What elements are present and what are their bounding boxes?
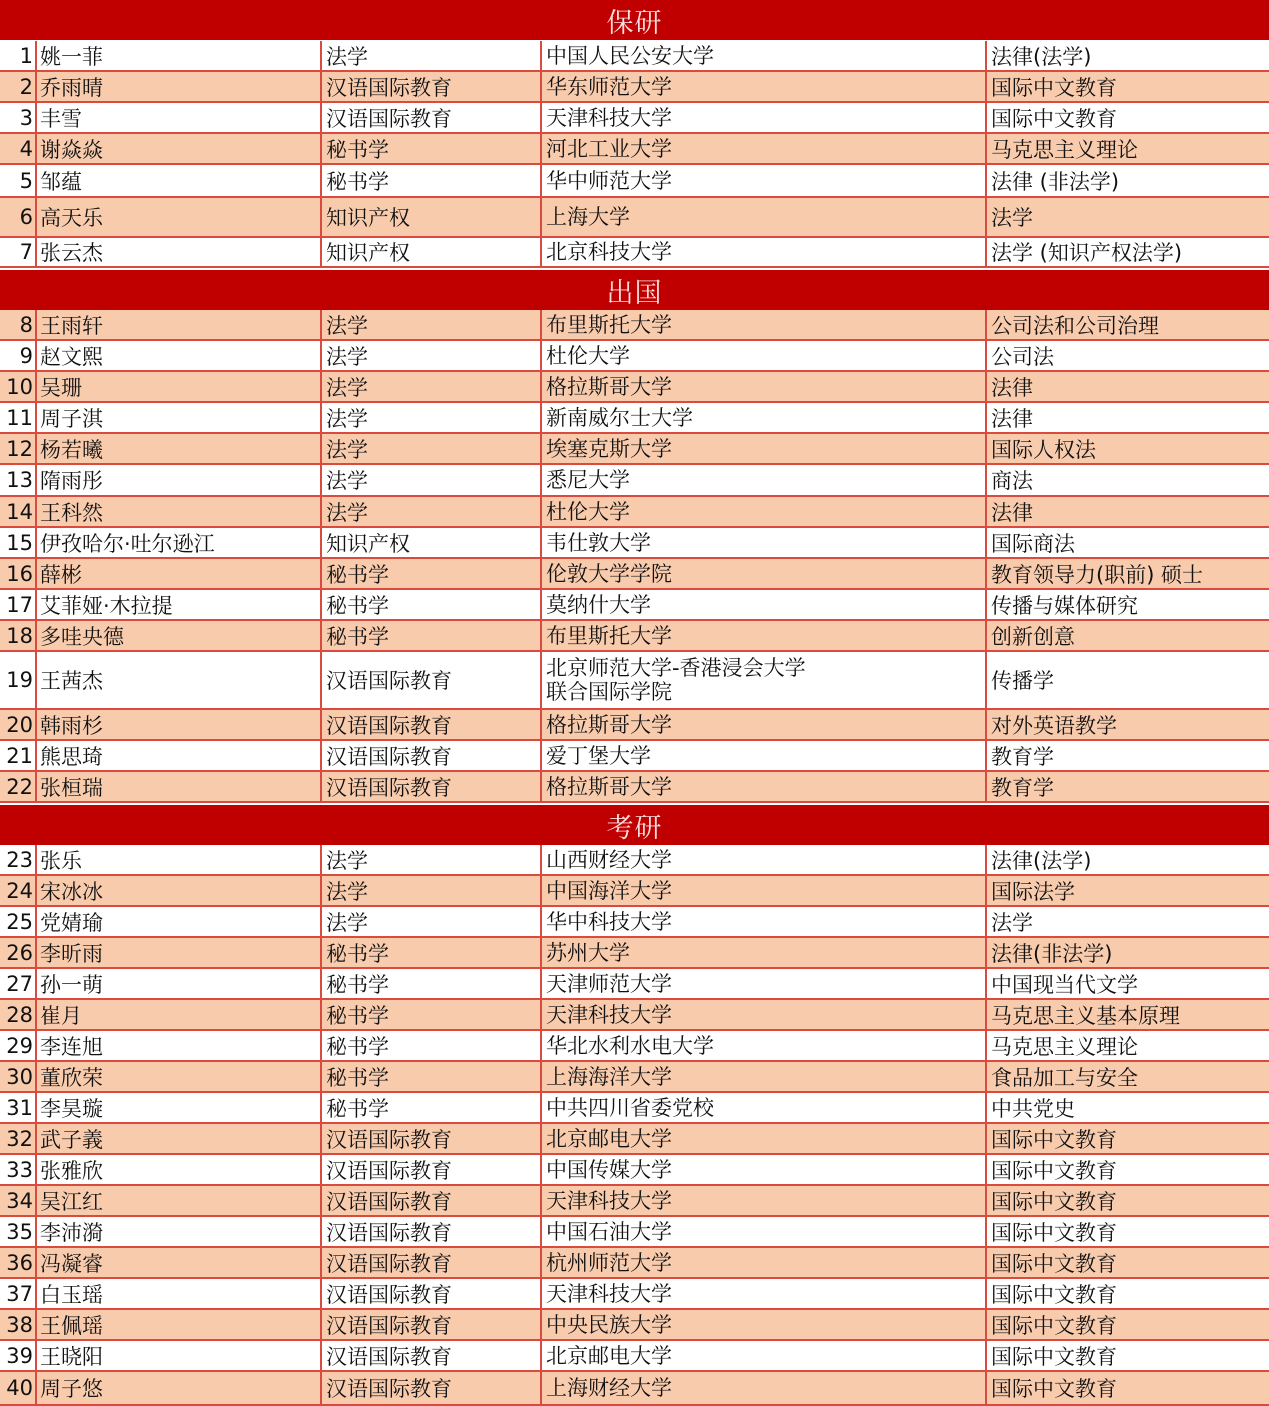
- student-name: 王晓阳: [37, 1341, 322, 1370]
- destination-program: 国际人权法: [991, 437, 1096, 462]
- table-row: [0, 621, 1269, 652]
- row-number: 35: [0, 1217, 37, 1246]
- row-number: 29: [0, 1031, 37, 1060]
- destination-program: 国际中文教育: [991, 1313, 1117, 1338]
- student-name: 武子義: [37, 1124, 322, 1153]
- table-row: [0, 103, 1269, 134]
- destination-program: 教育学: [991, 744, 1054, 769]
- row-number: 19: [0, 652, 37, 708]
- row-number: 13: [0, 465, 37, 495]
- undergrad-major: 秘书学: [322, 621, 542, 650]
- destination-school: 韦仕敦大学: [542, 528, 987, 557]
- undergrad-major: 秘书学: [322, 134, 542, 163]
- undergrad-major: 法学: [322, 41, 542, 70]
- undergrad-major: 汉语国际教育: [322, 1124, 542, 1153]
- destination-school: 天津科技大学: [542, 1000, 987, 1029]
- destination-school: 北京科技大学: [542, 238, 987, 266]
- row-number: 26: [0, 938, 37, 967]
- table-row: [0, 907, 1269, 938]
- destination-program: 法学 (知识产权法学): [991, 241, 1183, 265]
- row-number: 21: [0, 741, 37, 770]
- student-name: 王茜杰: [37, 652, 322, 708]
- destination-school: 杜伦大学: [542, 341, 987, 370]
- table-row: [0, 1124, 1269, 1155]
- destination-school: 华北水利水电大学: [542, 1031, 987, 1060]
- destination-school: 布里斯托大学: [542, 621, 987, 650]
- undergrad-major: 秘书学: [322, 1031, 542, 1060]
- undergrad-major: 汉语国际教育: [322, 1279, 542, 1308]
- student-name: 韩雨杉: [37, 710, 322, 739]
- undergrad-major: 秘书学: [322, 1062, 542, 1091]
- student-name: 王佩瑶: [37, 1310, 322, 1339]
- destination-school: 格拉斯哥大学: [542, 372, 987, 401]
- table-row: [0, 134, 1269, 165]
- student-name: 隋雨彤: [37, 465, 322, 495]
- row-number: 39: [0, 1341, 37, 1370]
- undergrad-major: 汉语国际教育: [322, 103, 542, 132]
- row-number: 34: [0, 1186, 37, 1215]
- student-name: 多哇央德: [37, 621, 322, 650]
- table-row: [0, 876, 1269, 907]
- undergrad-major: 法学: [322, 310, 542, 339]
- undergrad-major: 秘书学: [322, 590, 542, 619]
- undergrad-major: 法学: [322, 403, 542, 432]
- student-name: 吴珊: [37, 372, 322, 401]
- destination-program: 传播学: [991, 669, 1054, 693]
- destination-program: 食品加工与安全: [991, 1065, 1138, 1090]
- row-number: 7: [0, 238, 37, 266]
- row-number: 17: [0, 590, 37, 619]
- row-number: 27: [0, 969, 37, 998]
- destination-program: 国际商法: [991, 531, 1075, 556]
- destination-program: 教育领导力(职前) 硕士: [991, 562, 1204, 587]
- table-row: [0, 1217, 1269, 1248]
- destination-program: 国际中文教育: [991, 1251, 1117, 1276]
- destination-school: 天津科技大学: [542, 1279, 987, 1308]
- destination-school: 上海大学: [542, 198, 987, 236]
- student-name: 李昊璇: [37, 1093, 322, 1122]
- table-row: [0, 772, 1269, 803]
- row-number: 9: [0, 341, 37, 370]
- student-name: 周子悠: [37, 1372, 322, 1404]
- student-name: 吴江红: [37, 1186, 322, 1215]
- row-number: 5: [0, 165, 37, 196]
- table-row: [0, 403, 1269, 434]
- destination-program: 国际中文教育: [991, 75, 1117, 100]
- undergrad-major: 汉语国际教育: [322, 1372, 542, 1404]
- undergrad-major: 秘书学: [322, 165, 542, 196]
- destination-school: 中国海洋大学: [542, 876, 987, 905]
- student-name: 薛彬: [37, 559, 322, 588]
- undergrad-major: 知识产权: [322, 238, 542, 266]
- undergrad-major: 汉语国际教育: [322, 1341, 542, 1370]
- destination-school: 华东师范大学: [542, 72, 987, 101]
- destination-school: 伦敦大学学院: [542, 559, 987, 588]
- table-row: [0, 238, 1269, 268]
- destination-school: 北京邮电大学: [542, 1124, 987, 1153]
- table-row: [0, 741, 1269, 772]
- destination-program: 对外英语教学: [991, 713, 1117, 738]
- destination-school: 埃塞克斯大学: [542, 434, 987, 463]
- destination-school: 河北工业大学: [542, 134, 987, 163]
- destination-program: 马克思主义理论: [991, 137, 1138, 162]
- student-name: 张雅欣: [37, 1155, 322, 1184]
- undergrad-major: 法学: [322, 876, 542, 905]
- row-number: 6: [0, 198, 37, 236]
- destination-school: 格拉斯哥大学: [542, 710, 987, 739]
- student-name: 姚一菲: [37, 41, 322, 70]
- table-row: [0, 72, 1269, 103]
- destination-program: 国际中文教育: [991, 1127, 1117, 1152]
- destination-program: 传播与媒体研究: [991, 593, 1138, 618]
- table-row: [0, 652, 1269, 710]
- undergrad-major: 法学: [322, 434, 542, 463]
- destination-school: 中国传媒大学: [542, 1155, 987, 1184]
- table-row: [0, 341, 1269, 372]
- row-number: 15: [0, 528, 37, 557]
- student-name: 宋冰冰: [37, 876, 322, 905]
- table-row: [0, 938, 1269, 969]
- row-number: 1: [0, 41, 37, 70]
- section-header: 保研: [0, 0, 1269, 40]
- destination-school: 中央民族大学: [542, 1310, 987, 1339]
- destination-school: 北京邮电大学: [542, 1341, 987, 1370]
- destination-school: 上海海洋大学: [542, 1062, 987, 1091]
- table-row: [0, 41, 1269, 72]
- row-number: 30: [0, 1062, 37, 1091]
- undergrad-major: 秘书学: [322, 1000, 542, 1029]
- undergrad-major: 汉语国际教育: [322, 1186, 542, 1215]
- undergrad-major: 法学: [322, 341, 542, 370]
- student-name: 李昕雨: [37, 938, 322, 967]
- table-row: [0, 559, 1269, 590]
- destination-school: 天津师范大学: [542, 969, 987, 998]
- destination-program: 教育学: [991, 775, 1054, 800]
- undergrad-major: 法学: [322, 907, 542, 936]
- undergrad-major: 法学: [322, 465, 542, 495]
- destination-program: 公司法和公司治理: [991, 313, 1159, 338]
- destination-program: 国际中文教育: [991, 1344, 1117, 1369]
- table-row: [0, 1341, 1269, 1372]
- undergrad-major: 秘书学: [322, 1093, 542, 1122]
- undergrad-major: 汉语国际教育: [322, 72, 542, 101]
- table-row: [0, 845, 1269, 876]
- destination-school: 格拉斯哥大学: [542, 772, 987, 801]
- student-name: 李连旭: [37, 1031, 322, 1060]
- destination-program: 国际中文教育: [991, 1189, 1117, 1214]
- destination-program: 法学: [991, 206, 1033, 230]
- row-number: 31: [0, 1093, 37, 1122]
- table-row: [0, 1248, 1269, 1279]
- destination-program: 马克思主义理论: [991, 1034, 1138, 1059]
- row-number: 2: [0, 72, 37, 101]
- destination-school: 悉尼大学: [542, 465, 987, 495]
- row-number: 33: [0, 1155, 37, 1184]
- destination-program: 国际中文教育: [991, 1220, 1117, 1245]
- row-number: 3: [0, 103, 37, 132]
- destination-program: 法律 (非法学): [991, 169, 1120, 194]
- table-row: [0, 1000, 1269, 1031]
- student-name: 孙一萌: [37, 969, 322, 998]
- destination-school: 莫纳什大学: [542, 590, 987, 619]
- row-number: 4: [0, 134, 37, 163]
- undergrad-major: 知识产权: [322, 198, 542, 236]
- destination-school: 苏州大学: [542, 938, 987, 967]
- table-row: [0, 710, 1269, 741]
- row-number: 38: [0, 1310, 37, 1339]
- student-name: 白玉瑶: [37, 1279, 322, 1308]
- undergrad-major: 汉语国际教育: [322, 1155, 542, 1184]
- undergrad-major: 汉语国际教育: [322, 1217, 542, 1246]
- student-name: 高天乐: [37, 198, 322, 236]
- row-number: 22: [0, 772, 37, 801]
- row-number: 28: [0, 1000, 37, 1029]
- student-name: 丰雪: [37, 103, 322, 132]
- undergrad-major: 汉语国际教育: [322, 1310, 542, 1339]
- destination-program: 公司法: [991, 344, 1054, 369]
- table-row: [0, 165, 1269, 198]
- student-name: 邹蕴: [37, 165, 322, 196]
- destination-program: 创新创意: [991, 624, 1075, 649]
- undergrad-major: 汉语国际教育: [322, 652, 542, 708]
- student-name: 熊思琦: [37, 741, 322, 770]
- destination-program: 国际中文教育: [991, 1158, 1117, 1183]
- destination-school: 杜伦大学: [542, 497, 987, 526]
- table-row: [0, 1031, 1269, 1062]
- table-row: [0, 1093, 1269, 1124]
- table-row: [0, 434, 1269, 465]
- undergrad-major: 汉语国际教育: [322, 710, 542, 739]
- table-row: [0, 497, 1269, 528]
- destination-school: 天津科技大学: [542, 103, 987, 132]
- destination-program: 法律: [991, 500, 1033, 525]
- undergrad-major: 法学: [322, 497, 542, 526]
- row-number: 25: [0, 907, 37, 936]
- row-number: 16: [0, 559, 37, 588]
- table-row: [0, 528, 1269, 559]
- destination-school: 华中师范大学: [542, 165, 987, 196]
- destination-school: 爱丁堡大学: [542, 741, 987, 770]
- destination-program: 法学: [991, 910, 1033, 935]
- destination-program: 国际中文教育: [991, 1377, 1117, 1401]
- undergrad-major: 秘书学: [322, 938, 542, 967]
- table-row: [0, 198, 1269, 238]
- student-name: 张桓瑞: [37, 772, 322, 801]
- destination-school: 天津科技大学: [542, 1186, 987, 1215]
- destination-program: 商法: [991, 469, 1033, 493]
- destination-school: 新南威尔士大学: [542, 403, 987, 432]
- destination-school: 华中科技大学: [542, 907, 987, 936]
- row-number: 36: [0, 1248, 37, 1277]
- student-name: 谢焱焱: [37, 134, 322, 163]
- destination-program: 中国现当代文学: [991, 972, 1138, 997]
- table-row: [0, 310, 1269, 341]
- student-name: 王科然: [37, 497, 322, 526]
- destination-program: 国际中文教育: [991, 1282, 1117, 1307]
- student-name: 李沛漪: [37, 1217, 322, 1246]
- destination-school: 北京师范大学-香港浸会大学 联合国际学院: [542, 652, 987, 708]
- table-row: [0, 1372, 1269, 1406]
- student-name: 冯凝睿: [37, 1248, 322, 1277]
- student-name: 崔月: [37, 1000, 322, 1029]
- destination-program: 国际法学: [991, 879, 1075, 904]
- student-name: 董欣荣: [37, 1062, 322, 1091]
- row-number: 20: [0, 710, 37, 739]
- table-row: [0, 1155, 1269, 1186]
- undergrad-major: 汉语国际教育: [322, 772, 542, 801]
- destination-school: 布里斯托大学: [542, 310, 987, 339]
- section-header: 出国: [0, 270, 1269, 310]
- destination-program: 法律(非法学): [991, 941, 1113, 966]
- destination-school: 山西财经大学: [542, 845, 987, 874]
- row-number: 32: [0, 1124, 37, 1153]
- student-name: 张乐: [37, 845, 322, 874]
- row-number: 11: [0, 403, 37, 432]
- student-name: 伊孜哈尔·吐尔逊江: [37, 528, 322, 557]
- destination-program: 中共党史: [991, 1096, 1075, 1121]
- student-name: 王雨轩: [37, 310, 322, 339]
- destination-school: 上海财经大学: [542, 1372, 987, 1404]
- destination-school: 中国人民公安大学: [542, 41, 987, 70]
- destination-program: 马克思主义基本原理: [991, 1003, 1180, 1028]
- table-row: [0, 1310, 1269, 1341]
- row-number: 40: [0, 1372, 37, 1404]
- destination-program: 国际中文教育: [991, 106, 1117, 131]
- destination-school: 中共四川省委党校: [542, 1093, 987, 1122]
- row-number: 12: [0, 434, 37, 463]
- student-name: 乔雨晴: [37, 72, 322, 101]
- row-number: 8: [0, 310, 37, 339]
- undergrad-major: 秘书学: [322, 969, 542, 998]
- row-number: 37: [0, 1279, 37, 1308]
- row-number: 10: [0, 372, 37, 401]
- row-number: 14: [0, 497, 37, 526]
- destination-program: 法律: [991, 375, 1033, 400]
- destination-school: 中国石油大学: [542, 1217, 987, 1246]
- student-name: 杨若曦: [37, 434, 322, 463]
- undergrad-major: 秘书学: [322, 559, 542, 588]
- row-number: 24: [0, 876, 37, 905]
- section-header: 考研: [0, 805, 1269, 845]
- destination-program: 法律(法学): [991, 44, 1092, 69]
- table-row: [0, 1062, 1269, 1093]
- table-row: [0, 1279, 1269, 1310]
- row-number: 23: [0, 845, 37, 874]
- undergrad-major: 汉语国际教育: [322, 1248, 542, 1277]
- undergrad-major: 法学: [322, 372, 542, 401]
- table-row: [0, 372, 1269, 403]
- undergrad-major: 法学: [322, 845, 542, 874]
- student-name: 赵文熙: [37, 341, 322, 370]
- table-row: [0, 969, 1269, 1000]
- undergrad-major: 汉语国际教育: [322, 741, 542, 770]
- table-row: [0, 1186, 1269, 1217]
- destination-school: 杭州师范大学: [542, 1248, 987, 1277]
- destination-program: 法律(法学): [991, 848, 1092, 873]
- destination-program: 法律: [991, 406, 1033, 431]
- student-name: 张云杰: [37, 238, 322, 266]
- table-row: [0, 465, 1269, 497]
- row-number: 18: [0, 621, 37, 650]
- student-name: 党婧瑜: [37, 907, 322, 936]
- undergrad-major: 知识产权: [322, 528, 542, 557]
- student-name: 周子淇: [37, 403, 322, 432]
- table-row: [0, 590, 1269, 621]
- student-name: 艾菲娅·木拉提: [37, 590, 322, 619]
